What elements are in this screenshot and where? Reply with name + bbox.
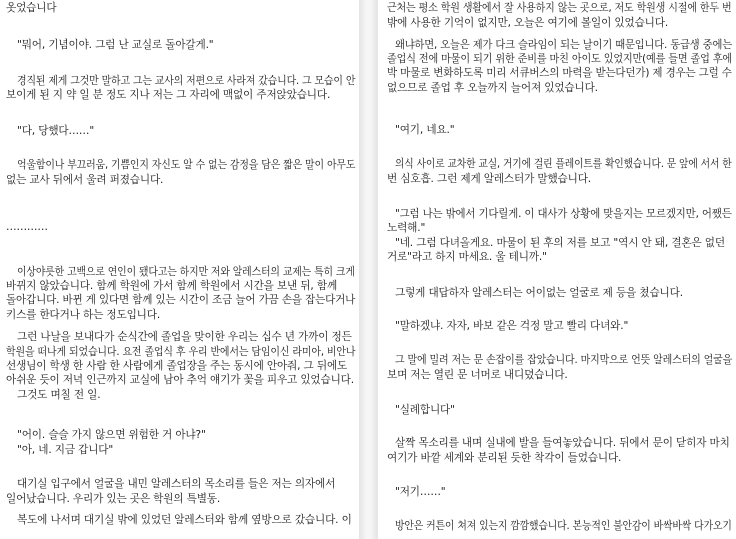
left-page-line-9: 이상야릇한 고백으로 연인이 됐다고는 하지만 저와 알레스터의 교제는 특히 크게 — [17, 266, 355, 278]
right-page-line-5: 박 마물로 변화하도록 미리 서큐버스의 마력을 받는다던가) 제 경우는 그럴 수 — [387, 67, 732, 79]
left-page-line-8: ………… — [6, 221, 48, 233]
left-page-line-16: 아쉬운 듯이 저녁 인근까지 교실에 남아 추억 얘기가 꽃을 피우고 있었습니다. — [6, 374, 354, 386]
left-page-line-3: 경직된 제게 그것만 말하고 그는 교사의 저편으로 사라져 갔습니다. 그 모습이 안 — [17, 75, 356, 87]
right-page-line-1: 근처는 평소 학원 생활에서 잘 사용하지 않는 곳으로, 저도 학원생 시절에 한두 번 — [387, 2, 732, 14]
right-page-line-4: 졸업식 전에 마물이 되기 위한 준비를 마친 아이도 있었지만(예를 들면 졸업 후에 — [387, 53, 733, 65]
left-page-line-5: "다, 당했다……" — [17, 125, 95, 137]
right-page-line-21: "저기……" — [395, 486, 446, 498]
right-page-line-16: 그 말에 밀려 저는 문 손잡이를 잡았습니다. 마지막으로 언뜻 알레스터의 얼굴을 — [395, 354, 733, 366]
left-page — [0, 0, 359, 539]
left-page-line-6: 억울함이나 부끄러움, 기쁨인지 자신도 알 수 없는 감정을 담은 짧은 말이 아무도 — [17, 159, 356, 171]
left-page-line-17: 그것도 며칠 전 일. — [17, 389, 101, 401]
right-page-line-13: 거로"라고 하지 마세요. 울 테니까." — [387, 251, 547, 263]
right-page — [378, 0, 736, 539]
right-page-line-12: "네. 그럼 다녀올게요. 마물이 된 후의 저를 보고 "역시 안 돼, 결혼은 없던 — [395, 237, 725, 249]
page-gutter — [359, 0, 378, 539]
right-page-line-20: 여기가 바깥 세계와 분리된 듯한 착각이 들었습니다. — [387, 452, 622, 464]
left-page-line-4: 보이게 된 지 약 일 분 정도 지나 저는 그 자리에 맥없이 주저앉았습니다. — [6, 89, 331, 101]
left-page-line-14: 학원을 떠나게 되었습니다. 요전 졸업식 후 우리 반에서는 담임이신 라미아, 비안나 — [6, 346, 356, 358]
left-page-line-13: 그런 나날을 보내다가 순식간에 졸업을 맞이한 우리는 십수 년 가까이 정든 — [17, 331, 352, 343]
right-page-line-3: 왜냐하면, 오늘은 제가 다크 슬라임이 되는 날이기 때문입니다. 동급생 중에는 — [395, 39, 732, 51]
left-page-line-18: "어이. 슬슬 가지 않으면 위험한 거 아냐?" — [17, 429, 206, 441]
right-page-line-18: "실례합니다" — [395, 404, 455, 416]
left-page-line-20: 대기실 입구에서 얼굴을 내민 알레스터의 목소리를 들은 저는 의자에서 — [17, 478, 336, 490]
right-page-line-2: 밖에 사용한 기억이 없지만, 오늘은 여기에 볼일이 있었습니다. — [387, 17, 669, 29]
left-page-line-1: 옷었습니다 — [6, 2, 57, 14]
right-page-line-10: "그럼 나는 밖에서 기다릴게. 이 대사가 상황에 맞을지는 모르겠지만, 어쨌든 — [395, 208, 732, 220]
right-page-line-14: 그렇게 대답하자 알레스터는 어이없는 얼굴로 제 등을 쳤습니다. — [395, 287, 683, 299]
right-page-line-17: 보며 저는 열린 문 너머로 내디뎠습니다. — [387, 369, 568, 381]
left-page-line-2: "뭐어, 기념이야. 그럼 난 교실로 돌아갈게." — [17, 39, 214, 51]
left-page-line-12: 키스를 한다거나 하는 정도입니다. — [6, 309, 161, 321]
right-page-line-22: 방안은 커튼이 쳐져 있는지 깜깜했습니다. 본능적인 불안감이 바싹바싹 다가오기 — [395, 520, 732, 532]
left-page-line-22: 복도에 나서며 대기실 밖에 있었던 알레스터와 함께 옆방으로 갔습니다. 이 — [17, 514, 352, 526]
right-page-line-8: 의식 사이로 교차한 교실, 거기에 걸린 플레이트를 확인했습니다. 문 앞에 서서 한 — [395, 158, 732, 170]
right-page-line-7: "여기, 네요." — [395, 124, 455, 136]
right-page-line-9: 번 심호흡. 그런 제게 알레스터가 말했습니다. — [387, 173, 592, 185]
left-page-line-7: 없는 교사 뒤에서 울려 퍼졌습니다. — [6, 174, 164, 186]
left-page-line-21: 일어났습니다. 우리가 있는 곳은 학원의 특별동. — [6, 493, 221, 505]
right-page-line-6: 없으므로 졸업 후 오늘까지 늘어져 있었습니다. — [387, 82, 598, 94]
left-page-line-11: 돌아갑니다. 바뀐 게 있다면 함께 있는 시간이 조금 늘어 가끔 손을 잡는다거나 — [6, 294, 356, 306]
left-page-line-10: 바뀌지 않았습니다. 함께 학원에 가서 함께 학원에서 시간을 보낸 뒤, 함께 — [6, 280, 338, 292]
right-page-line-11: 노력해." — [387, 222, 426, 234]
right-page-line-15: "말하겠냐. 자자, 바보 같은 걱정 말고 빨리 다녀와." — [395, 320, 629, 332]
left-page-line-19: "아, 네. 지금 갑니다" — [17, 444, 114, 456]
right-page-line-19: 살짝 목소리를 내며 실내에 발을 들여놓았습니다. 뒤에서 문이 닫히자 마치 — [395, 437, 730, 449]
left-page-line-15: 선생님이 학생 한 사람 한 사람에게 졸업장을 주는 동시에 안아줘, 그 뒤에도 — [6, 360, 348, 372]
